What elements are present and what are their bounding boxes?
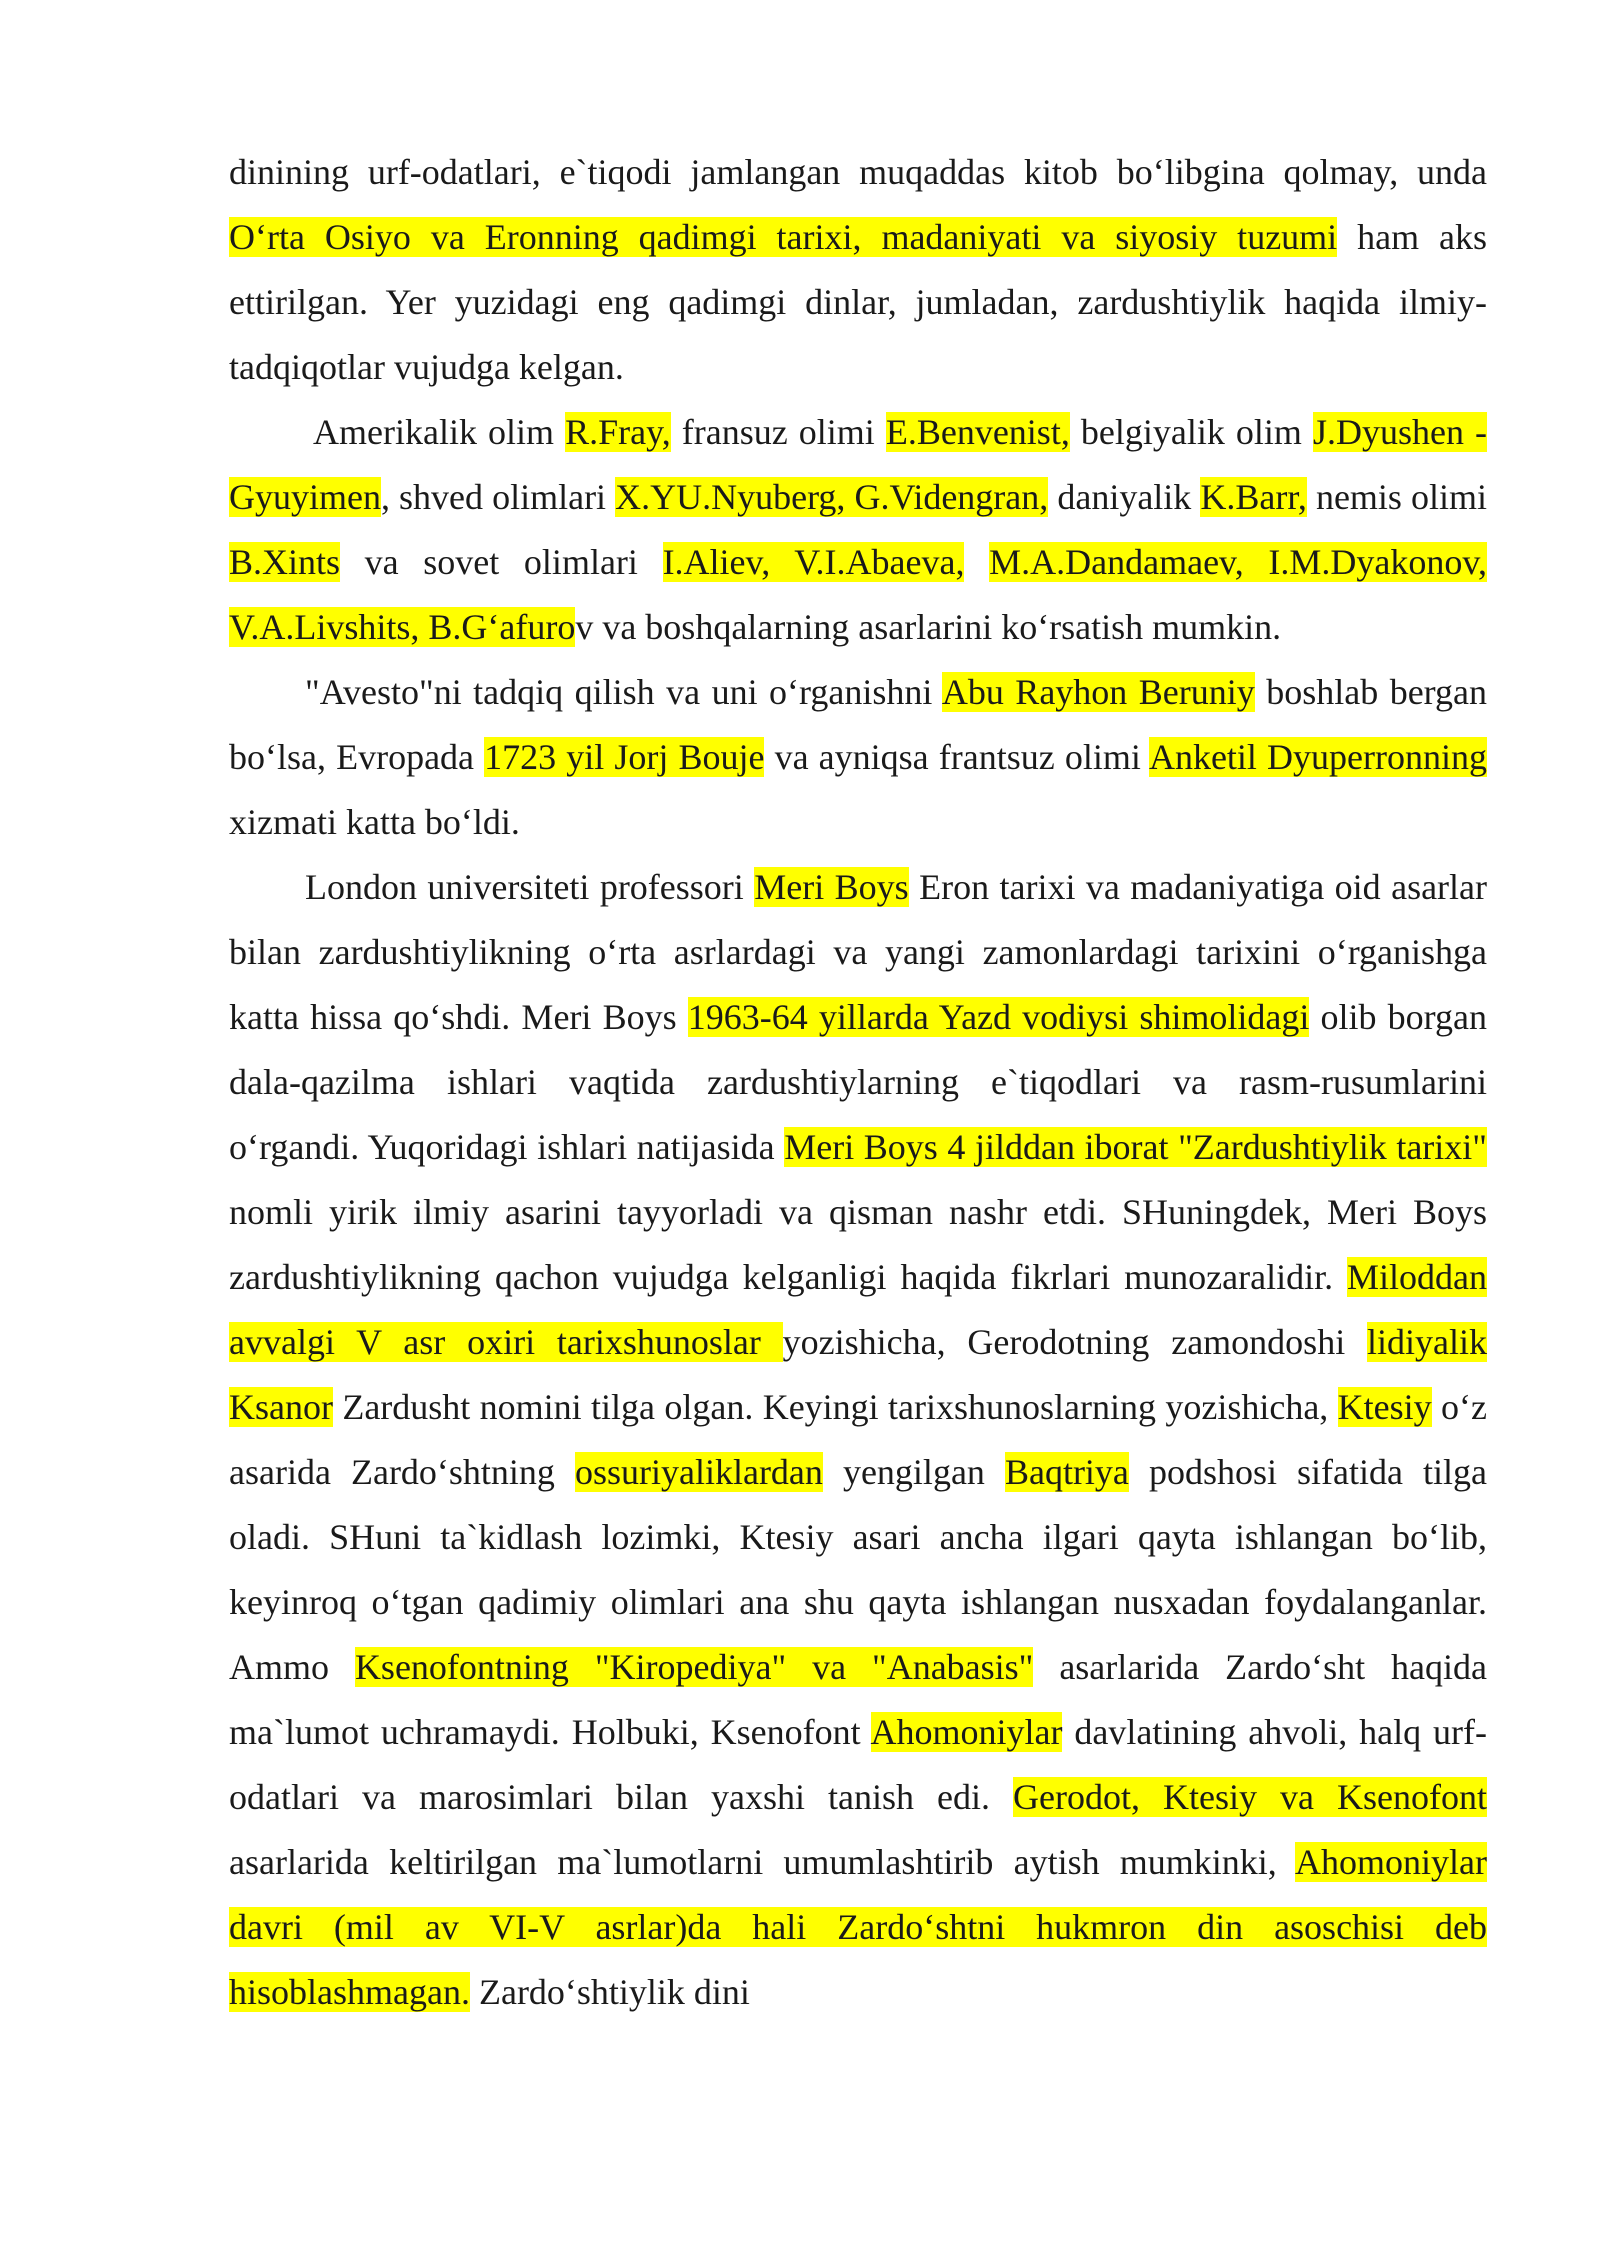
highlighted-text: 1963-64 yillarda Yazd vodiysi shimolidagi <box>687 997 1310 1037</box>
body-text: daniyalik <box>1048 477 1201 517</box>
paragraph-1 <box>229 140 1487 400</box>
highlighted-text: R.Fray, <box>565 412 671 452</box>
body-text: fransuz olimi <box>670 412 886 452</box>
highlighted-text: Ahomoniylar davri (mil av VI-V asrlar)da hali Zardoʻshtni hukmron din asoschisi deb hisoblashmagan. <box>229 1842 1487 2012</box>
highlighted-text: K.Barr, <box>1200 477 1307 517</box>
body-text: boshlab bergan boʻlsa, Evropada <box>229 672 1487 777</box>
highlighted-text: Ktesiy <box>1337 1387 1432 1427</box>
body-text: "Avesto"ni tadqiq qilish va uni oʻrganishni <box>305 672 942 712</box>
highlighted-text: X.YU.Nyuberg, G.Videngran, <box>615 477 1049 517</box>
highlighted-text: Meri Boys <box>754 867 909 907</box>
body-text: belgiyalik olim <box>1069 412 1313 452</box>
body-text: , shved olimlari <box>380 477 616 517</box>
highlighted-text: Anketil Dyuperronning <box>1148 737 1488 777</box>
highlighted-text: Baqtriya <box>1004 1452 1129 1492</box>
highlighted-text: Meri Boys 4 jilddan iborat "Zardushtiylik tarixi" <box>784 1127 1487 1167</box>
paragraph-3 <box>229 660 1487 855</box>
body-text: va ayniqsa frantsuz olimi <box>764 737 1149 777</box>
body-text: oʻz asarida Zardoʻshtning <box>229 1387 1487 1492</box>
body-text: olib borgan dala-qazilma ishlari vaqtida zardushtiylarning e`tiqodlari va rasm-rusumlarini oʻrgandi. Yuqoridagi ishlari natijasida <box>229 997 1487 1167</box>
highlighted-text: 1723 yil Jorj Bouje <box>484 737 765 777</box>
highlighted-text: Oʻrta Osiyo va Eronning qadimgi tarixi, madaniyati va siyosiy tuzumi <box>229 217 1338 257</box>
body-text: yozishicha, Gerodotning zamondoshi <box>782 1322 1368 1362</box>
highlighted-text: lidiyalik Ksanor <box>229 1322 1488 1427</box>
body-text: nemis olimi <box>1306 477 1488 517</box>
document-page <box>229 140 1487 2025</box>
body-text: davlatining ahvoli, halq urf-odatlari va marosimlari bilan yaxshi tanish edi. <box>229 1712 1487 1817</box>
body-text: nomli yirik ilmiy asarini tayyorladi va qisman nashr etdi. SHuningdek, Meri Boys zardushtiylikning qachon vujudga kelganligi haqida fikrlari munozaralidir. <box>229 1192 1487 1297</box>
highlighted-text: Gerodot, Ktesiy va Ksenofont <box>1013 1777 1488 1817</box>
body-text <box>964 542 989 582</box>
highlighted-text: M.A.Dandamaev, I.M.Dyakonov, V.A.Livshits, B.Gʻafuro <box>229 542 1487 647</box>
body-text: London universiteti professori <box>305 867 755 907</box>
highlighted-text: Abu Rayhon Beruniy <box>941 672 1255 712</box>
body-text: asarlarida Zardoʻsht haqida ma`lumot uchramaydi. Holbuki, Ksenofont <box>229 1647 1487 1752</box>
body-text: Eron tarixi va madaniyatiga oid asarlar bilan zardushtiylikning oʻrta asrlardagi va yangi zamonlardagi tarixini oʻrganishga katta hissa qoʻshdi. Meri Boys <box>229 867 1488 1037</box>
highlighted-text: B.Xints <box>229 542 341 582</box>
paragraph-2 <box>229 400 1487 660</box>
body-text: asarlarida keltirilgan ma`lumotlarni umumlashtirib aytish mumkinki, <box>229 1842 1296 1882</box>
body-text: yengilgan <box>822 1452 1005 1492</box>
highlighted-text: I.Aliev, V.I.Abaeva, <box>662 542 965 582</box>
highlighted-text: Ahomoniylar <box>870 1712 1063 1752</box>
body-text: dinining urf-odatlari, e`tiqodi jamlangan muqaddas kitob boʻlibgina qolmay, unda <box>229 152 1487 192</box>
body-text: Amerikalik olim <box>313 412 566 452</box>
body-text: Zardoʻshtiylik dini <box>469 1972 750 2012</box>
highlighted-text: Miloddan avvalgi V asr oxiri tarixshunoslar <box>229 1257 1487 1362</box>
body-text: va sovet olimlari <box>340 542 663 582</box>
body-text: xizmati katta boʻldi. <box>229 802 520 842</box>
body-text: v va boshqalarning asarlarini koʻrsatish mumkin. <box>575 607 1282 647</box>
highlighted-text: ossuriyaliklardan <box>574 1452 823 1492</box>
highlighted-text: J.Dyushen - Gyuyimen <box>229 412 1487 517</box>
body-text: ham aks ettirilgan. Yer yuzidagi eng qadimgi dinlar, jumladan, zardushtiylik haqida ilmiy-tadqiqotlar vujudga kelgan. <box>229 217 1487 387</box>
paragraph-4 <box>229 855 1487 2025</box>
body-text: podshosi sifatida tilga oladi. SHuni ta`kidlash lozimki, Ktesiy asari ancha ilgari qayta ishlangan boʻlib, keyinroq oʻtgan qadimiy olimlari ana shu qayta ishlangan nusxadan foydalanganlar. Ammo <box>229 1452 1487 1687</box>
highlighted-text: E.Benvenist, <box>885 412 1070 452</box>
highlighted-text: Ksenofontning "Kiropediya" va "Anabasis" <box>354 1647 1034 1687</box>
body-text: Zardusht nomini tilga olgan. Keyingi tarixshunoslarning yozishicha, <box>332 1387 1338 1427</box>
